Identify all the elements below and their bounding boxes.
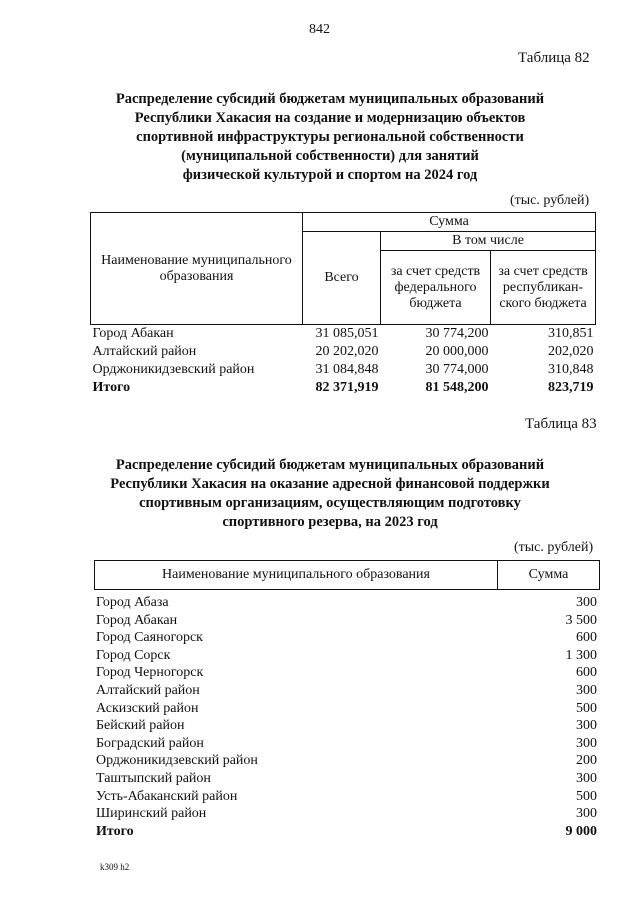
row-value: 300 xyxy=(576,735,597,751)
row-republic: 202,020 xyxy=(548,344,594,359)
title-line: Республики Хакасия на создание и модернизацию объектов xyxy=(134,110,526,126)
row-federal: 30 774,000 xyxy=(425,362,489,377)
header-sum: Сумма xyxy=(498,561,600,590)
row-name: Город Черногорск xyxy=(96,665,204,681)
header-federal: за счет средств федерального бюджета xyxy=(381,251,491,325)
row-value: 300 xyxy=(576,806,597,822)
total-republic: 823,719 xyxy=(548,380,594,395)
row-total: 31 085,051 xyxy=(315,326,379,341)
row-name: Таштыпский район xyxy=(96,770,211,786)
footer-code: k309 h2 xyxy=(100,862,130,872)
title-line: спортивного резерва, на 2023 год xyxy=(222,514,438,530)
row-value: 500 xyxy=(576,700,597,716)
row-republic: 310,848 xyxy=(548,362,594,377)
header-republic: за счет средств республикан-ского бюджета xyxy=(491,251,596,325)
table-82-title xyxy=(60,90,600,185)
header-including: В том числе xyxy=(381,232,596,251)
row-name: Алтайский район xyxy=(96,682,200,698)
title-line: Распределение субсидий бюджетам муниципальных образований xyxy=(115,457,545,473)
table-82-label: Таблица 82 xyxy=(518,50,590,66)
total-value: 9 000 xyxy=(565,823,597,839)
row-total: 31 084,848 xyxy=(315,362,379,377)
table-row xyxy=(94,629,599,647)
row-value: 300 xyxy=(576,770,597,786)
table-row xyxy=(91,325,596,344)
table-row xyxy=(94,594,599,612)
title-line: Республики Хакасия на оказание адресной финансовой поддержки xyxy=(110,476,550,492)
header-municipality: Наименование муниципального образования xyxy=(95,561,498,590)
row-name: Усть-Абаканский район xyxy=(96,788,238,804)
header-sum: Сумма xyxy=(303,213,596,232)
table-82 xyxy=(90,212,596,397)
total-row xyxy=(94,823,599,841)
row-value: 500 xyxy=(576,788,597,804)
title-line: спортивной инфраструктуры региональной собственности xyxy=(136,129,524,145)
row-name: Город Абакан xyxy=(96,612,178,628)
table-83-title xyxy=(60,456,600,532)
table-83-header xyxy=(94,560,600,590)
table-row xyxy=(94,770,599,788)
row-value: 300 xyxy=(576,718,597,734)
title-line: Распределение субсидий бюджетам муниципальных образований xyxy=(115,91,545,107)
table-row xyxy=(94,664,599,682)
table-83-units: (тыс. рублей) xyxy=(514,540,594,555)
table-row xyxy=(94,805,599,823)
row-value: 300 xyxy=(576,595,597,610)
row-value: 600 xyxy=(576,665,597,681)
table-row xyxy=(94,612,599,630)
row-federal: 20 000,000 xyxy=(425,344,489,359)
row-name: Бейский район xyxy=(96,718,185,734)
total-label: Итого xyxy=(92,380,131,395)
row-name: Орджоникидзевский район xyxy=(92,362,255,377)
row-republic: 310,851 xyxy=(548,326,594,341)
row-name: Город Абаза xyxy=(96,595,169,610)
table-row xyxy=(94,682,599,700)
total-label: Итого xyxy=(96,823,134,839)
row-name: Боградский район xyxy=(96,735,204,751)
title-line: (муниципальной собственности) для занятий xyxy=(181,148,479,164)
table-row xyxy=(91,343,596,361)
table-row xyxy=(91,361,596,379)
row-value: 3 500 xyxy=(565,612,597,628)
title-line: спортивным организациям, осуществляющим подготовку xyxy=(139,495,521,511)
row-value: 1 300 xyxy=(565,647,597,663)
header-total: Всего xyxy=(303,232,381,325)
row-value: 300 xyxy=(576,682,597,698)
table-row xyxy=(94,717,599,735)
row-name: Город Сорск xyxy=(96,647,171,663)
row-name: Орджоникидзевский район xyxy=(96,753,258,769)
title-line: физической культурой и спортом на 2024 год xyxy=(182,167,478,183)
row-name: Ширинский район xyxy=(96,806,207,822)
row-value: 200 xyxy=(576,753,597,769)
table-row xyxy=(94,700,599,718)
row-value: 600 xyxy=(576,630,597,646)
total-all: 82 371,919 xyxy=(315,380,379,395)
row-total: 20 202,020 xyxy=(315,344,379,359)
row-federal: 30 774,200 xyxy=(425,326,489,341)
total-federal: 81 548,200 xyxy=(425,380,489,395)
page-number: 842 xyxy=(309,22,330,37)
table-row xyxy=(94,788,599,806)
row-name: Аскизский район xyxy=(96,700,199,716)
table-82-units: (тыс. рублей) xyxy=(510,193,590,208)
table-row xyxy=(94,647,599,665)
table-83 xyxy=(94,594,599,840)
table-row xyxy=(94,752,599,770)
row-name: Город Абакан xyxy=(92,326,174,341)
row-name: Город Саяногорск xyxy=(96,630,203,646)
row-name: Алтайский район xyxy=(92,344,197,359)
table-83-label: Таблица 83 xyxy=(525,416,597,432)
table-row xyxy=(94,735,599,753)
header-municipality: Наименование муниципального образования xyxy=(91,213,303,325)
total-row xyxy=(91,379,596,397)
